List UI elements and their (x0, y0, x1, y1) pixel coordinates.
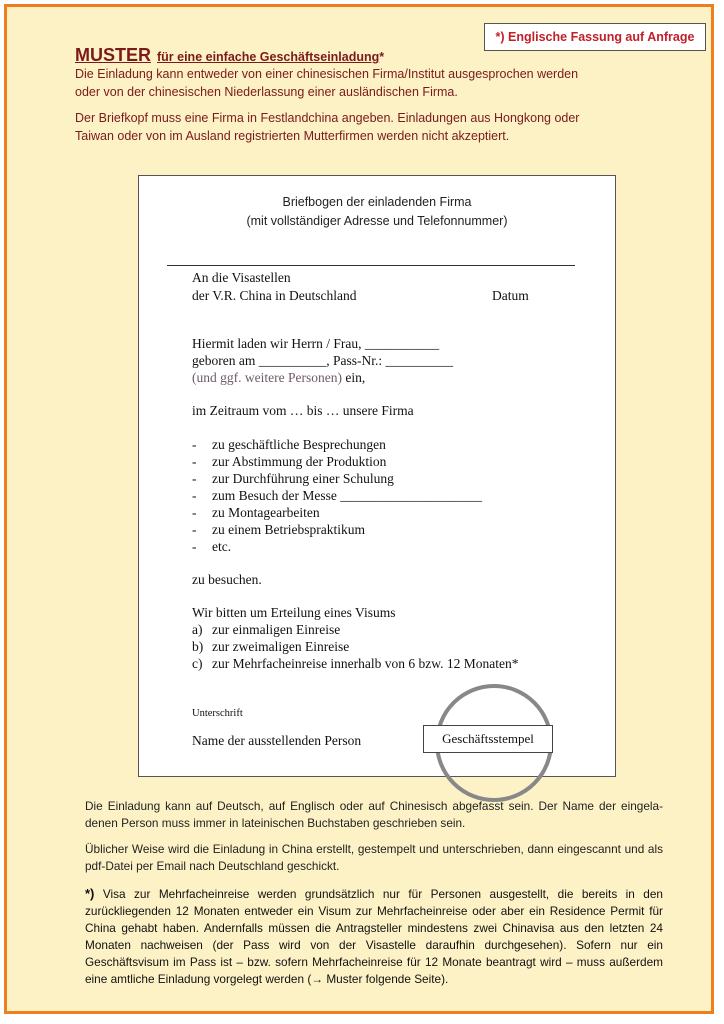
title-subtitle: für eine einfache Geschäftseinladung (157, 50, 380, 64)
page (4, 4, 714, 1014)
purpose-item: zur Durchführung einer Schulung (212, 471, 394, 486)
intro-line: Taiwan oder von im Ausland registrierten Mutterfirmen werden nicht akzeptiert. (75, 129, 510, 143)
purpose-bullet: - (192, 488, 197, 503)
intro-paragraph-1 (75, 65, 675, 101)
visa-option-text: zur Mehrfacheinreise innerhalb von 6 bzw. 12 Monaten* (212, 656, 519, 671)
english-version-note: *) Englische Fassung auf Anfrage (484, 23, 706, 51)
address-line-2: der V.R. China in Deutschland (192, 288, 357, 303)
purpose-bullet: - (192, 539, 197, 554)
letterhead-line-1: Briefbogen der einladenden Firma (282, 195, 472, 209)
issuer-name: Name der ausstellenden Person (192, 733, 362, 748)
visa-option-text: zur einmaligen Einreise (212, 622, 341, 637)
visa-option-text: zur zweimaligen Einreise (212, 639, 350, 654)
letter-template (138, 175, 616, 777)
intro-line: Der Briefkopf muss eine Firma in Festlandchina angeben. Einladungen aus Hongkong oder (75, 111, 580, 125)
visa-option-letter: a) (192, 622, 203, 637)
signature-label: Unterschrift (192, 708, 243, 719)
title-muster: MUSTER (75, 45, 151, 65)
visit-line: zu besuchen. (192, 572, 262, 587)
footnote-star: *) (85, 886, 95, 901)
purpose-item: zum Besuch der Messe _____________________ (212, 488, 482, 503)
period-line: im Zeitraum vom … bis … unsere Firma (192, 403, 414, 418)
purpose-bullet: - (192, 522, 197, 537)
invite-line-1: Hiermit laden wir Herrn / Frau, ___________ (192, 336, 440, 351)
visa-request: Wir bitten um Erteilung eines Visums (192, 605, 396, 620)
page-title (75, 45, 384, 66)
footnote-text: Visa zur Mehrfacheinreise werden grundsätzlich nur für Personen ausgestellt, die bereits in den zurückliegenden 12 Monaten entweder ein Visum zur Mehrfacheinreise oder aber ein Residence Permit für China gehabt haben. Andernfalls müssen die Antragsteller mindestens zwei Chinavisa aus den letzten 24 Monaten nachweisen (der Pass wird von der Visastelle daraufhin durchgesehen). Sofern nur ein Geschäftsvisum im Pass ist – bzw. sofern Mehrfacheinreise für 12 Monate beantragt wird – muss außerdem eine amtliche Einladung vorgelegt werden (→ Muster folgende Seite). (85, 887, 663, 986)
purpose-item: zu geschäftliche Besprechungen (212, 437, 386, 452)
purpose-item: zu Montagearbeiten (212, 505, 320, 520)
purpose-bullet: - (192, 454, 197, 469)
footer-paragraph-1: Die Einladung kann auf Deutsch, auf Englisch oder auf Chinesisch abgefasst sein. Der Name der eingela-denen Person muss immer in lateinischen Buchstaben geschrieben sein. (85, 799, 663, 830)
invite-line-3 (192, 370, 365, 386)
date-label: Datum (492, 288, 529, 303)
purpose-item: etc. (212, 539, 232, 554)
letterhead-divider (167, 265, 575, 266)
letterhead-line-2: (mit vollständiger Adresse und Telefonnummer) (246, 214, 508, 228)
invite-line-3-rest: ein, (341, 370, 366, 385)
visa-option-letter: b) (192, 639, 204, 654)
invite-line-2: geboren am __________, Pass-Nr.: __________ (192, 353, 453, 368)
intro-paragraph-2 (75, 109, 675, 145)
purpose-bullet: - (192, 437, 197, 452)
address-line-1: An die Visastellen (192, 270, 291, 285)
additional-persons-note: (und ggf. weitere Personen) (192, 370, 342, 385)
title-star: * (379, 50, 385, 64)
purpose-bullet: - (192, 471, 197, 486)
footer-paragraph-3 (85, 885, 663, 988)
footer-paragraph-2: Üblicher Weise wird die Einladung in China erstellt, gestempelt und unterschrieben, dann eingescannt und als pdf-Datei per Email nach Deutschland geschickt. (85, 842, 663, 873)
visa-option-letter: c) (192, 656, 203, 671)
intro-line: Die Einladung kann entweder von einer chinesischen Firma/Institut ausgesprochen werden (75, 67, 579, 81)
purpose-item: zu einem Betriebspraktikum (212, 522, 365, 537)
intro-line: oder von der chinesischen Niederlassung einer ausländischen Firma. (75, 85, 458, 99)
company-stamp: Geschäftsstempel (423, 725, 553, 753)
purpose-bullet: - (192, 505, 197, 520)
purpose-item: zur Abstimmung der Produktion (212, 454, 387, 469)
